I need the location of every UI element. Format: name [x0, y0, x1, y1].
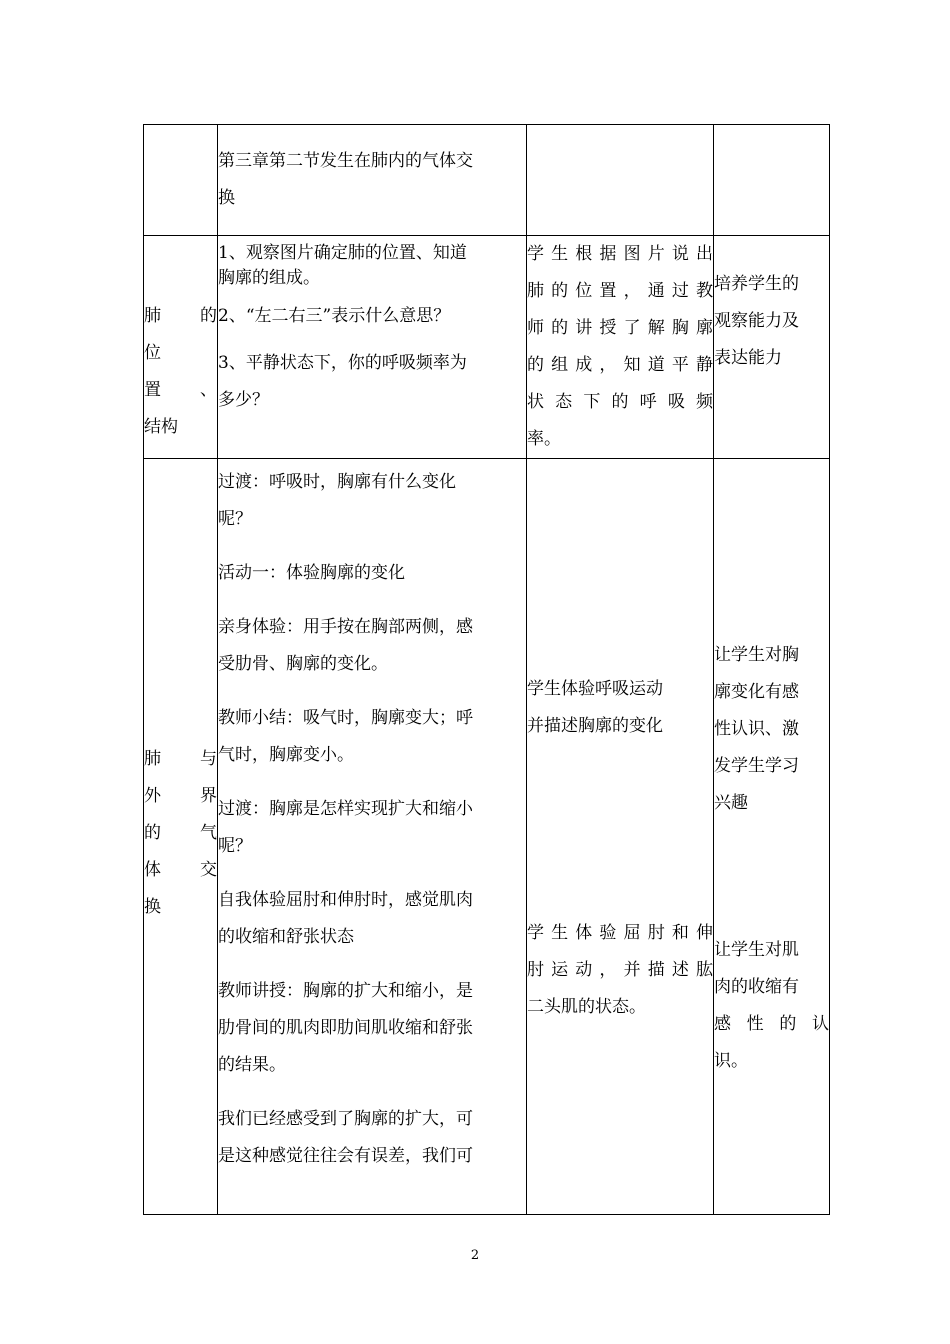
- section-label-char: 的: [200, 306, 217, 326]
- section-label-char: 界: [200, 786, 217, 806]
- section-label-line: [144, 372, 217, 409]
- design-purpose-line: 发学生学习: [714, 756, 799, 776]
- content-line: 的收缩和舒张状态: [218, 927, 354, 947]
- student-activity-cell: [527, 236, 714, 459]
- design-purpose-cell: [714, 459, 830, 1215]
- section-label-char: 位: [144, 343, 161, 363]
- design-purpose-line: 让学生对胸: [714, 645, 799, 665]
- content-line: 过渡：胸廓是怎样实现扩大和缩小: [218, 799, 473, 819]
- teaching-content-cell: [218, 459, 527, 1215]
- section-label-line: [144, 889, 217, 926]
- design-purpose-cell: [714, 236, 830, 459]
- section-label-cell: [144, 236, 218, 459]
- content-line: 胸廓的组成。: [218, 268, 320, 288]
- content-line: 受肋骨、胸廓的变化。: [218, 654, 388, 674]
- lesson-plan-table: [143, 124, 830, 1215]
- student-activity-line: 学生体验呼吸运动: [527, 679, 663, 699]
- teaching-content-cell: [218, 236, 527, 459]
- page-number: 2: [470, 1248, 480, 1263]
- section-label-line: [144, 741, 217, 778]
- section-label-char: 的: [144, 823, 161, 843]
- student-activity-line: 率。: [527, 429, 561, 449]
- design-purpose-line: 兴趣: [714, 793, 748, 813]
- design-purpose-line: 廓变化有感: [714, 682, 799, 702]
- design-purpose-line: 识。: [714, 1051, 748, 1071]
- design-purpose-line: 培养学生的: [714, 274, 799, 294]
- design-purpose-cell: [714, 125, 830, 236]
- section-label-line: [144, 409, 217, 446]
- student-activity-line: 肺的位置，通过教: [527, 281, 713, 301]
- content-line: 教师小结：吸气时，胸廓变大；呼: [218, 708, 473, 728]
- design-purpose-line: 观察能力及: [714, 311, 799, 331]
- content-line: 2、“左二右三”表示什么意思？: [218, 306, 451, 326]
- student-activity-line: 师的讲授了解胸廓: [527, 318, 713, 338]
- content-line: 活动一：体验胸廓的变化: [218, 563, 405, 583]
- content-line: 亲身体验：用手按在胸部两侧，感: [218, 617, 473, 637]
- chapter-title-line: 第三章第二节发生在肺内的气体交: [218, 151, 473, 171]
- section-label-line: [144, 852, 217, 889]
- content-line: 多少？: [218, 390, 269, 410]
- design-purpose-line: 肉的收缩有: [714, 977, 799, 997]
- section-label-char: 气: [200, 823, 217, 843]
- content-line: 是这种感觉往往会有误差，我们可: [218, 1146, 473, 1166]
- student-activity-cell: [527, 125, 714, 236]
- table-row: [144, 236, 830, 459]
- content-line: 我们已经感受到了胸廓的扩大，可: [218, 1109, 473, 1129]
- content-line: 呢？: [218, 509, 252, 529]
- student-activity-line: 肘运动，并描述肱: [527, 960, 713, 980]
- section-label-line: [144, 335, 217, 372]
- section-label-cell: [144, 459, 218, 1215]
- student-activity-line: 状态下的呼吸频: [527, 392, 713, 412]
- student-activity-line: 学生根据图片说出: [527, 244, 713, 264]
- design-purpose-line: 感性的认: [714, 1014, 829, 1034]
- design-purpose-line: 让学生对肌: [714, 940, 799, 960]
- teaching-content-cell: [218, 125, 527, 236]
- section-label-char: 外: [144, 786, 161, 806]
- content-line: 的结果。: [218, 1055, 286, 1075]
- student-activity-line: 的组成，知道平静: [527, 355, 713, 375]
- content-line: 教师讲授：胸廓的扩大和缩小，是: [218, 981, 473, 1001]
- student-activity-cell: [527, 459, 714, 1215]
- section-label-line: [144, 778, 217, 815]
- table-row: [144, 459, 830, 1215]
- section-label-line: [144, 815, 217, 852]
- student-activity-line: 并描述胸廓的变化: [527, 716, 663, 736]
- section-label-line: [144, 298, 217, 335]
- section-label-char: 体: [144, 860, 161, 880]
- content-line: 过渡：呼吸时，胸廓有什么变化: [218, 472, 456, 492]
- section-label-char: 置: [144, 380, 161, 400]
- chapter-title-line: 换: [218, 188, 235, 208]
- section-label-char: 换: [144, 897, 161, 917]
- content-line: 3、平静状态下，你的呼吸频率为: [218, 353, 467, 373]
- student-activity-line: 学生体验屈肘和伸: [527, 923, 713, 943]
- design-purpose-line: 性认识、激: [714, 719, 799, 739]
- section-label-char: 肺: [144, 306, 161, 326]
- content-line: 1、观察图片确定肺的位置、知道: [218, 243, 467, 263]
- section-label-char: 肺: [144, 749, 161, 769]
- content-line: 自我体验屈肘和伸肘时，感觉肌肉: [218, 890, 473, 910]
- design-purpose-line: 表达能力: [714, 348, 782, 368]
- student-activity-line: 二头肌的状态。: [527, 997, 646, 1017]
- content-line: 气时，胸廓变小。: [218, 745, 354, 765]
- section-label-char: 交: [200, 860, 217, 880]
- content-line: 肋骨间的肌肉即肋间肌收缩和舒张: [218, 1018, 473, 1038]
- section-label-char: 结构: [144, 417, 178, 437]
- section-label-cell: [144, 125, 218, 236]
- content-line: 呢？: [218, 836, 252, 856]
- section-label-char: 与: [200, 749, 217, 769]
- section-label-char: 、: [200, 380, 217, 400]
- table-row: [144, 125, 830, 236]
